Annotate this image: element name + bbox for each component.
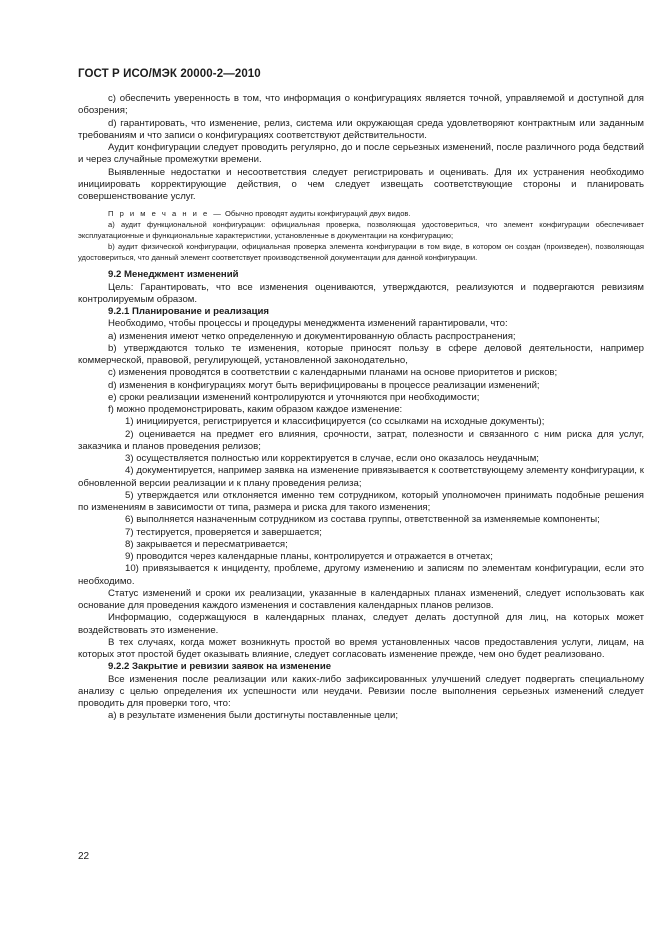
- list-item-c-intro: c) обеспечить уверенность в том, что информация о конфигурациях является точной, управляемой и доступной для обозрения;: [78, 93, 644, 117]
- section-heading-9-2-1: 9.2.1 Планирование и реализация: [108, 306, 269, 317]
- page-number: 22: [78, 851, 90, 862]
- note-heading-text: Обычно проводят аудиты конфигураций двух видов.: [222, 209, 411, 219]
- paragraph-status: Статус изменений и сроки их реализации, указанные в календарных планах изменений, следует использовать как основание для проведения каждого изменения и составления календарных планов релизов.: [78, 587, 644, 611]
- paragraph-review: Все изменения после реализации или каких-либо зафиксированных улучшений следует подвергать специальному анализу с целью определения их успешности или неудачи. Ревизии после выполнения серьезных изменений следует проводить для проверки того, что:: [78, 673, 644, 709]
- list-item-a-review: а) в результате изменения были достигнуты поставленные цели;: [108, 710, 399, 722]
- paragraph-audit-frequency: Аудит конфигурации следует проводить регулярно, до и после серьезных изменений, после различного рода бедствий и через случайные промежутки времени.: [78, 142, 644, 166]
- list-item-d-intro: d) гарантировать, что изменение, релиз, система или окружающая среда удовлетворяют контрактным или заданным требованиям и что записи о конфигурациях соответствуют действительности.: [78, 117, 644, 141]
- note-item-b: b) аудит физической конфигурации, официальная проверка элемента конфигурации в том виде, в котором он создан (произведен), позволяющая удостовериться, что данный элемент соответствует производственной документации для данной конфигурации.: [78, 242, 644, 263]
- note-item-a: а) аудит функциональной конфигурации: официальная проверка, позволяющая удостовериться, что элемент конфигурации обеспечивает эксплуатационные и функциональные характеристики, установленные в документации на конфигурацию;: [78, 220, 644, 241]
- sublist-item-9: 9) проводится через календарные планы, контролируется и отражается в отчетах;: [125, 551, 493, 562]
- list-item-e: е) сроки реализации изменений контролируются и уточняются при необходимости;: [108, 391, 480, 403]
- sublist-item-1: 1) инициируется, регистрируется и классифицируется (со ссылками на исходные документы);: [125, 416, 545, 428]
- sublist-item-10: 10) привязывается к инциденту, проблеме, другому изменению и записям по элементам конфигурации, если это необходимо.: [78, 563, 644, 587]
- list-item-a: а) изменения имеют четко определенную и документированную область распространения;: [108, 330, 516, 342]
- list-item-f: f) можно продемонстрировать, каким образом каждое изменение:: [108, 404, 403, 415]
- sublist-item-3: 3) осуществляется полностью или корректируется в случае, если оно оказалось неудачным;: [125, 453, 539, 464]
- page-body: [78, 93, 644, 723]
- list-item-d: d) изменения в конфигурациях могут быть верифицированы в процессе реализации изменений;: [108, 379, 540, 391]
- section-heading-9-2-2: 9.2.2 Закрытие и ревизии заявок на изменение: [108, 661, 332, 673]
- list-item-c: c) изменения проводятся в соответствии с календарными планами на основе приоритетов и рисков;: [108, 367, 558, 379]
- paragraph-requirements-intro: Необходимо, чтобы процессы и процедуры менеджмента изменений гарантировали, что:: [108, 318, 508, 330]
- sublist-item-7: 7) тестируется, проверяется и завершается;: [125, 526, 322, 538]
- page-header-title: ГОСТ Р ИСО/МЭК 20000-2—2010: [78, 68, 261, 80]
- note-heading: [78, 208, 644, 219]
- sublist-item-4: 4) документируется, например заявка на изменение привязывается к соответствующему элементу конфигурации, к обновленной версии реализации и к плану проведения релиза;: [78, 465, 644, 489]
- sublist-item-2: 2) оценивается на предмет его влияния, срочности, затрат, полезности и связанного с ним риска для услуг, заказчика и планов проведения релизов;: [78, 428, 644, 452]
- paragraph-downtime: В тех случаях, когда может возникнуть простой во время установленных часов предоставления услуги, лицам, на которых этот простой будет оказывать влияние, следует согласовать изменение прежде, чем оно будет реализовано.: [78, 636, 644, 660]
- sublist-item-6: 6) выполняется назначенным сотрудником из состава группы, ответственной за изменяемые компоненты;: [125, 514, 600, 526]
- paragraph-nonconformities: Выявленные недостатки и несоответствия следует регистрировать и оценивать. Для их устранения необходимо инициировать корректирующие действия, о чем следует извещать соответствующие стороны и планировать совершенствование услуг.: [78, 166, 644, 202]
- section-heading-9-2: 9.2 Менеджмент изменений: [108, 269, 239, 281]
- paragraph-schedule-info: Информацию, содержащуюся в календарных планах, следует делать доступной для лиц, на которых может воздействовать это изменение.: [78, 612, 644, 636]
- sublist-item-8: 8) закрывается и пересматривается;: [125, 538, 288, 550]
- paragraph-goal: Цель: Гарантировать, что все изменения оцениваются, утверждаются, реализуются и подвергаются ревизиям контролируемым образом.: [78, 281, 644, 305]
- sublist-item-5: 5) утверждается или отклоняется именно тем сотрудником, который уполномочен принимать подобные решения по изменениям в зависимости от типа, размера и риска для такого изменения;: [78, 489, 644, 513]
- note-label: П р и м е ч а н и е —: [108, 209, 223, 219]
- list-item-b: b) утверждаются только те изменения, которые приносят пользу в сфере деловой деятельности, например коммерческой, правовой, регулирующей, установленной законодательно,: [78, 342, 644, 366]
